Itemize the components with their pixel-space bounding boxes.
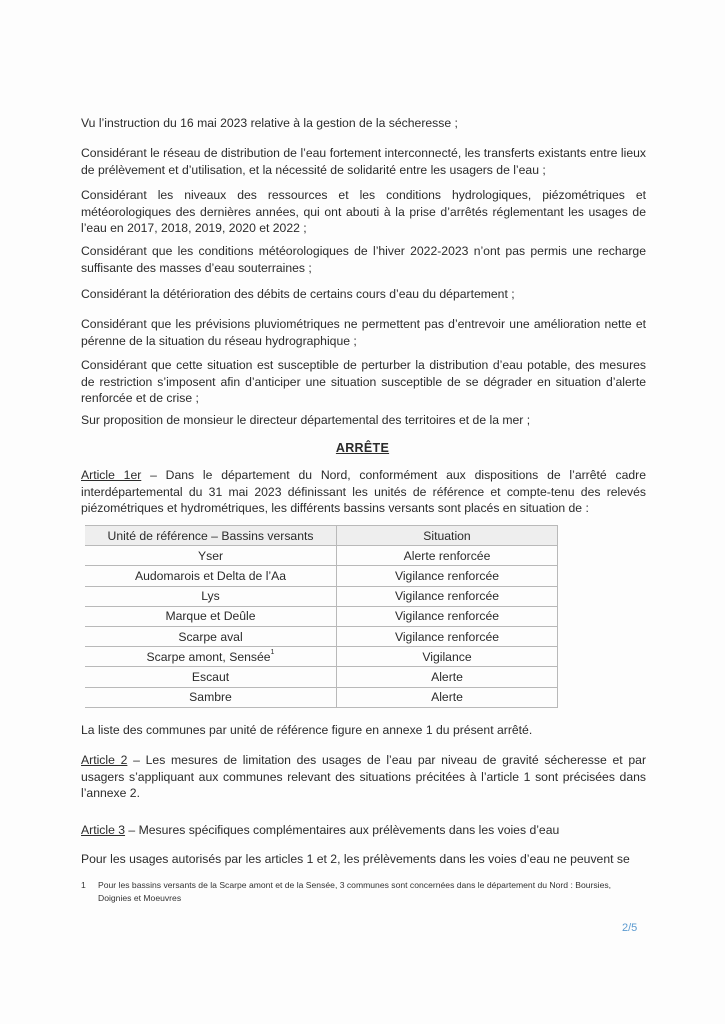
table-cell-situation: Vigilance renforcée [337,566,558,586]
table-cell-situation: Vigilance renforcée [337,586,558,606]
paragraph-vu-instruction: Vu l’instruction du 16 mai 2023 relative à la gestion de la sécheresse ; [81,116,458,130]
paragraph-sur-proposition: Sur proposition de monsieur le directeur départemental des territoires et de la mer ; [81,413,531,427]
paragraph-considerant-hiver: Considérant que les conditions météorologiques de l’hiver 2022-2023 n’ont pas permis une recharge suffisante des masses d’eau souterraines ; [81,244,646,275]
table-cell-situation: Alerte renforcée [337,546,558,566]
table-cell-unit: Audomarois et Delta de l’Aa [85,566,337,586]
table-row [85,566,558,586]
table-cell-situation: Vigilance renforcée [337,606,558,626]
table-cell-unit: Lys [85,586,337,606]
article-2 [81,752,646,802]
table-row [85,647,558,667]
table-header-row [85,526,558,546]
paragraph-considerant-debits: Considérant la détérioration des débits de certains cours d’eau du département ; [81,287,515,301]
footnote-text: Pour les bassins versants de la Scarpe amont et de la Sensée, 3 communes sont concernées dans le département du Nord : Boursies, Doignies et Moeuvres [98,880,612,903]
article-3-label: Article 3 [81,823,126,837]
table-cell-unit: Marque et Deûle [85,606,337,626]
article-2-text: – Les mesures de limitation des usages de l’eau par niveau de gravité sécheresse et par usagers s’appliquant aux communes relevant des situations précitées à l’article 1 sont précisées dans l’annexe 2. [81,753,647,800]
article-3 [81,822,646,839]
table-cell-unit: Escaut [85,667,337,687]
table-row [85,626,558,646]
table-cell-unit [85,647,337,667]
article-1-label: Article 1er [81,468,142,482]
table-row [85,667,558,687]
table-cell-situation: Vigilance [337,647,558,667]
article-1 [81,467,646,517]
table-cell-situation: Vigilance renforcée [337,626,558,646]
paragraph-considerant-situation: Considérant que cette situation est susceptible de perturber la distribution d’eau potable, des mesures de restriction s’imposent afin d’anticiper une situation susceptible de se dégrader en situation d’alerte renforcée et de crise ; [81,358,646,405]
footnote-number: 1 [81,880,86,890]
table-cell-situation: Alerte [337,687,558,707]
table-cell-unit: Yser [85,546,337,566]
article-2-label: Article 2 [81,753,128,767]
paragraph-considerant-previsions: Considérant que les prévisions pluviométriques ne permettent pas d’entrevoir une amélioration nette et pérenne de la situation du réseau hydrographique ; [81,317,646,348]
table-row [85,586,558,606]
footnote-reference[interactable]: 1 [270,648,275,656]
table-row [85,687,558,707]
article-1-text: – Dans le département du Nord, conformément aux dispositions de l’arrêté cadre interdépartemental du 31 mai 2023 définissant les unités de référence et compte-tenu des relevés piézométriques et hydrométriques, les différents bassins versants sont placés en situation de : [81,468,646,515]
situation-table [85,525,558,708]
table-cell-unit: Sambre [85,687,337,707]
article-3-text: – Mesures spécifiques complémentaires aux prélèvements dans les voies d’eau [125,823,560,837]
table-header-situation: Situation [337,526,558,546]
paragraph-considerant-niveaux: Considérant les niveaux des ressources et les conditions hydrologiques, piézométriques et météorologiques des dernières années, qui ont abouti à la prise d’arrêtés réglementant les usages de l’eau en 2017, 2018, 2019, 2020 et 2022 ; [81,188,646,235]
table-cell-unit-text: Scarpe amont, Sensée [146,649,271,664]
table-row [85,606,558,626]
table-row [85,546,558,566]
paragraph-usages-autorises: Pour les usages autorisés par les articles 1 et 2, les prélèvements dans les voies d’eau ne peuvent se [81,852,630,866]
decree-title: ARRÊTE [335,441,390,455]
paragraph-considerant-reseau: Considérant le réseau de distribution de l’eau fortement interconnecté, les transferts existants entre lieux de prélèvement et d’utilisation, et la nécessité de solidarité entre les usagers de l’eau ; [81,146,646,177]
table-cell-unit: Scarpe aval [85,626,337,646]
page-number: 2/5 [622,922,638,934]
table-cell-situation: Alerte [337,667,558,687]
paragraph-liste-communes: La liste des communes par unité de référence figure en annexe 1 du présent arrêté. [81,723,533,737]
table-header-unit: Unité de référence – Bassins versants [85,526,337,546]
